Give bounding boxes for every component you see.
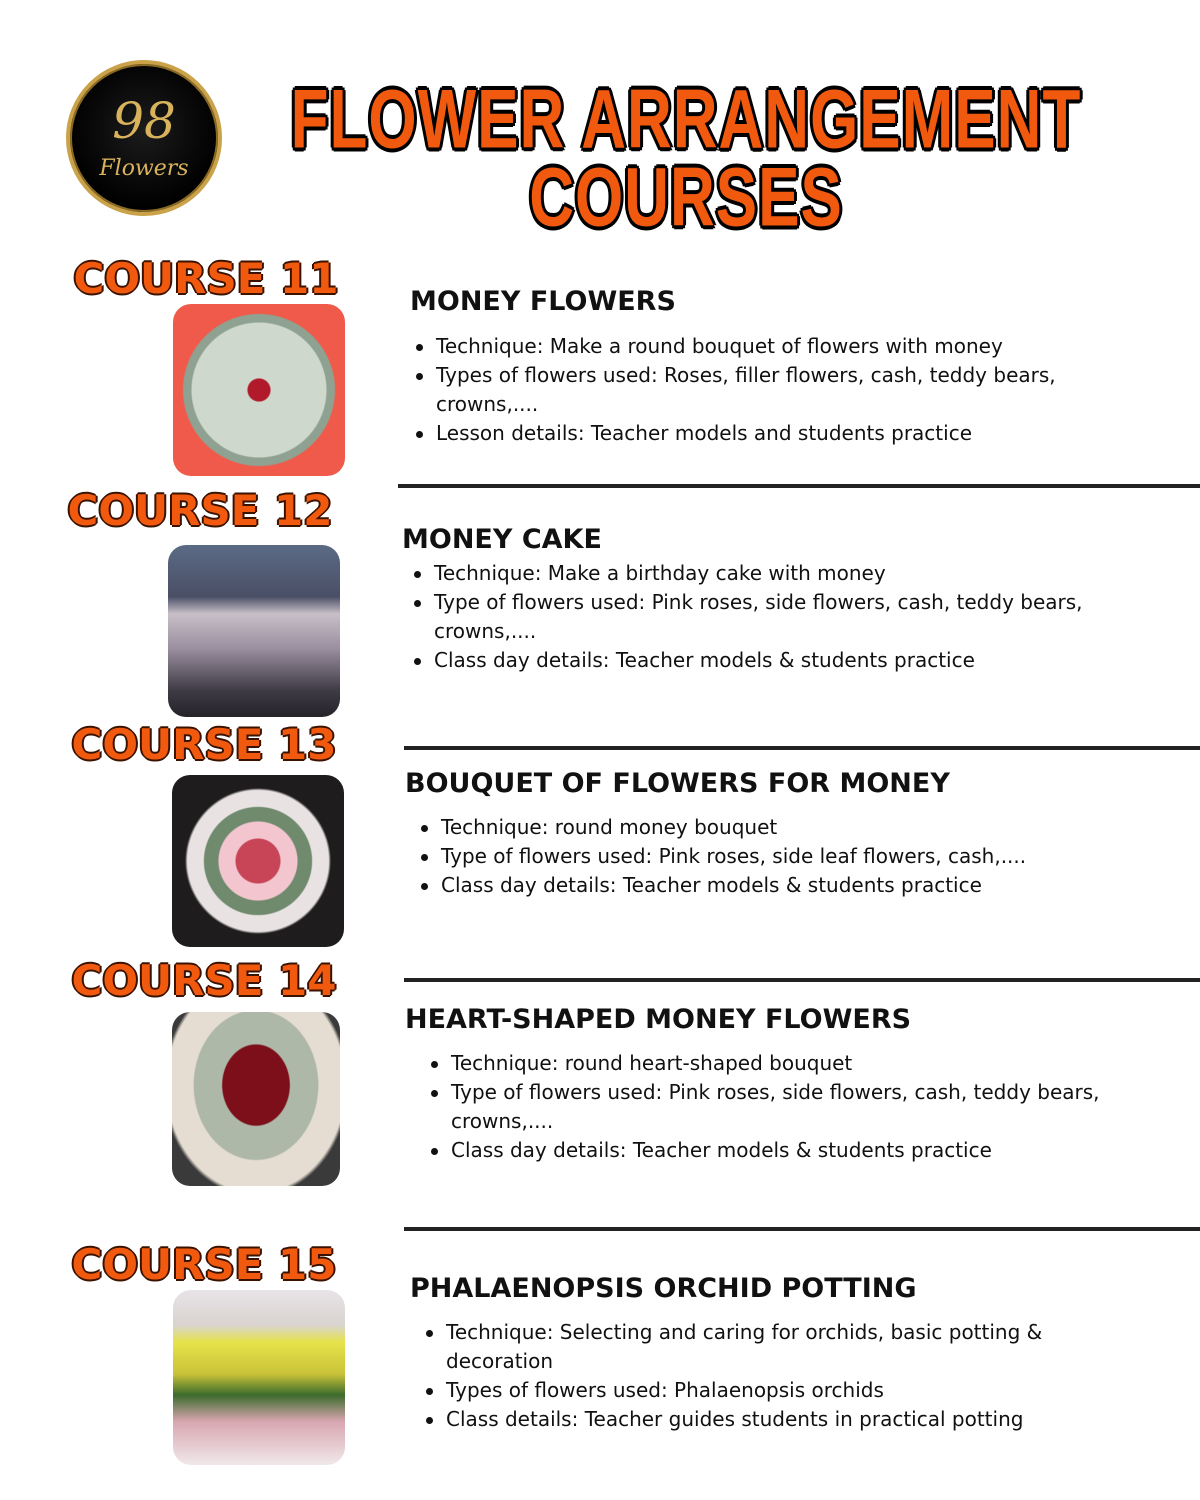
course-detail-item: Lesson details: Teacher models and students practice [410,419,1130,448]
page-title-line2: COURSES [529,151,843,245]
course-details-list [420,1318,1120,1434]
course-label: COURSE 13 [71,720,337,769]
course-title: BOUQUET OF FLOWERS FOR MONEY [405,768,950,799]
money-flower-bouquet-photo [173,304,345,476]
course-detail-item: Technique: Make a birthday cake with money [408,559,1088,588]
money-cake-photo [168,545,340,717]
course-detail-item: Type of flowers used: Pink roses, side flowers, cash, teddy bears, crowns,.... [408,588,1088,646]
course-detail-item: Technique: Selecting and caring for orchids, basic potting & decoration [420,1318,1120,1376]
course-title: PHALAENOPSIS ORCHID POTTING [410,1273,917,1304]
course-detail-item: Types of flowers used: Roses, filler flowers, cash, teddy bears, crowns,.... [410,361,1130,419]
brand-logo [66,60,222,216]
course-detail-item: Technique: Make a round bouquet of flowers with money [410,332,1130,361]
course-label: COURSE 11 [73,254,339,303]
course-label: COURSE 12 [67,486,333,535]
course-detail-item: Type of flowers used: Pink roses, side flowers, cash, teddy bears, crowns,.... [425,1078,1105,1136]
divider [404,978,1200,982]
course-label: COURSE 15 [71,1240,337,1289]
logo-number: 98 [112,92,176,150]
course-title: MONEY FLOWERS [410,286,676,317]
logo-wordmark: Flowers [99,156,189,181]
heart-money-bouquet-photo [172,1012,340,1186]
course-detail-item: Type of flowers used: Pink roses, side leaf flowers, cash,.... [415,842,1135,871]
course-details-list [408,559,1088,675]
course-detail-item: Class day details: Teacher models & students practice [415,871,1135,900]
course-label: COURSE 14 [71,956,337,1005]
divider [404,746,1200,750]
page-title-line1: FLOWER ARRANGEMENT [290,73,1082,167]
course-detail-item: Class day details: Teacher models & students practice [408,646,1088,675]
course-title: MONEY CAKE [402,524,602,555]
course-details-list [425,1049,1105,1165]
course-details-list [410,332,1130,448]
course-detail-item: Types of flowers used: Phalaenopsis orchids [420,1376,1120,1405]
course-detail-item: Technique: round heart-shaped bouquet [425,1049,1105,1078]
divider [404,1227,1200,1231]
course-details-list [415,813,1135,900]
course-detail-item: Class details: Teacher guides students in practical potting [420,1405,1120,1434]
orchid-pot-photo [173,1290,345,1465]
course-title: HEART-SHAPED MONEY FLOWERS [405,1004,912,1035]
money-bouquet-photo [172,775,344,947]
course-detail-item: Technique: round money bouquet [415,813,1135,842]
course-detail-item: Class day details: Teacher models & students practice [425,1136,1105,1165]
divider [398,484,1200,488]
